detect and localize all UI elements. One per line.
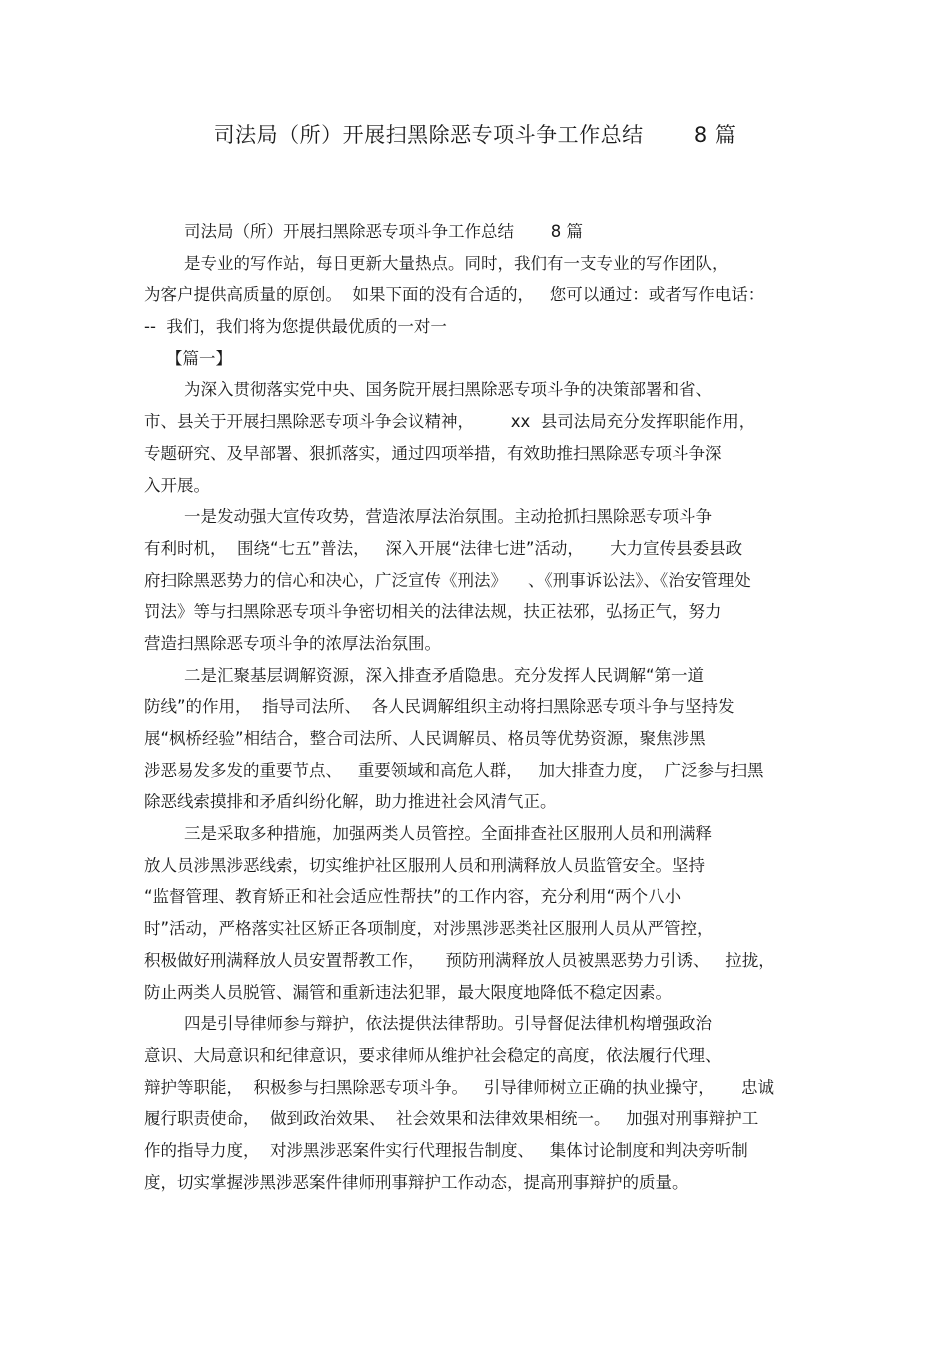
document-body bbox=[144, 216, 814, 1198]
body-line: 三是采取多种措施，加强两类人员管控。全面排查社区服刑人员和刑满释 bbox=[184, 824, 712, 844]
body-line: 展“枫桥经验”相结合，整合司法所、人民调解员、格员等优势资源，聚焦涉黑 bbox=[144, 729, 706, 748]
body-line: 府扫除黑恶势力的信心和决心，广泛宣传《刑法》 、《刑事诉讼法》、《治安管理处 bbox=[144, 570, 751, 590]
body-line: 是专业的写作站，每日更新大量热点。同时，我们有一支专业的写作团队， bbox=[184, 253, 729, 273]
body-line: 司法局（所）开展扫黑除恶专项斗争工作总结 8 篇 bbox=[184, 222, 583, 241]
body-line: 积极做好刑满释放人员安置帮教工作， 预防刑满释放人员被黑恶势力引诱、 拉拢， bbox=[144, 950, 775, 970]
body-line: 罚法》等与扫黑除恶专项斗争密切相关的法律法规，扶正祛邪，弘扬正气，努力 bbox=[144, 602, 722, 622]
body-line: 为深入贯彻落实党中央、国务院开展扫黑除恶专项斗争的决策部署和省、 bbox=[184, 380, 712, 400]
body-line: 市、县关于开展扫黑除恶专项斗争会议精神， xx 县司法局充分发挥职能作用， bbox=[144, 412, 756, 432]
body-line: 四是引导律师参与辩护，依法提供法律帮助。引导督促法律机构增强政治 bbox=[184, 1014, 712, 1034]
body-line: 除恶线索摸排和矛盾纠纷化解，助力推进社会风清气正。 bbox=[144, 792, 557, 812]
body-line: 营造扫黑除恶专项斗争的浓厚法治氛围。 bbox=[144, 633, 441, 653]
body-line: 时”活动，严格落实社区矫正各项制度，对涉黑涉恶类社区服刑人员从严管控， bbox=[144, 919, 714, 939]
body-line: 入开展。 bbox=[144, 475, 210, 495]
body-line: 防线”的作用， 指导司法所、 各人民调解组织主动将扫黑除恶专项斗争与坚持发 bbox=[144, 697, 735, 717]
body-line: 专题研究、及早部署、狠抓落实，通过四项举措，有效助推扫黑除恶专项斗争深 bbox=[144, 443, 722, 463]
body-line: 有利时机， 围绕“七五”普法， 深入开展“法律七进”活动， 大力宣传县委县政 bbox=[144, 538, 743, 558]
body-line: 二是汇聚基层调解资源，深入排查矛盾隐患。充分发挥人民调解“第一道 bbox=[184, 665, 705, 685]
body-line: -- 我们，我们将为您提供最优质的一对一 bbox=[144, 317, 447, 337]
body-line: 一是发动强大宣传攻势，营造浓厚法治氛围。主动抢抓扫黑除恶专项斗争 bbox=[184, 507, 712, 527]
body-line: 辩护等职能， 积极参与扫黑除恶专项斗争。 引导律师树立正确的执业操守， 忠诚 bbox=[144, 1077, 774, 1097]
body-line: “监督管理、教育矫正和社会适应性帮扶”的工作内容，充分利用“两个八小 bbox=[144, 887, 682, 907]
body-line: 防止两类人员脱管、漏管和重新违法犯罪，最大限度地降低不稳定因素。 bbox=[144, 982, 672, 1002]
document-title: 司法局（所）开展扫黑除恶专项斗争工作总结 8 篇 bbox=[213, 123, 737, 147]
body-line: 放人员涉黑涉恶线索，切实维护社区服刑人员和刑满释放人员监管安全。坚持 bbox=[144, 855, 705, 875]
section-heading: 【篇一】 bbox=[166, 348, 232, 368]
body-line: 履行职责使命， 做到政治效果、 社会效果和法律效果相统一。 加强对刑事辩护工 bbox=[144, 1109, 759, 1129]
body-line: 作的指导力度， 对涉黑涉恶案件实行代理报告制度、 集体讨论制度和判决旁听制 bbox=[144, 1140, 748, 1160]
body-line: 意识、大局意识和纪律意识，要求律师从维护社会稳定的高度，依法履行代理、 bbox=[144, 1045, 722, 1065]
body-line: 涉恶易发多发的重要节点、 重要领域和高危人群， 加大排查力度， 广泛参与扫黑 bbox=[144, 760, 764, 780]
body-line: 度，切实掌握涉黑涉恶案件律师刑事辩护工作动态，提高刑事辩护的质量。 bbox=[144, 1172, 689, 1192]
body-line: 为客户提供高质量的原创。 如果下面的没有合适的， 您可以通过：或者写作电话： bbox=[144, 285, 765, 305]
